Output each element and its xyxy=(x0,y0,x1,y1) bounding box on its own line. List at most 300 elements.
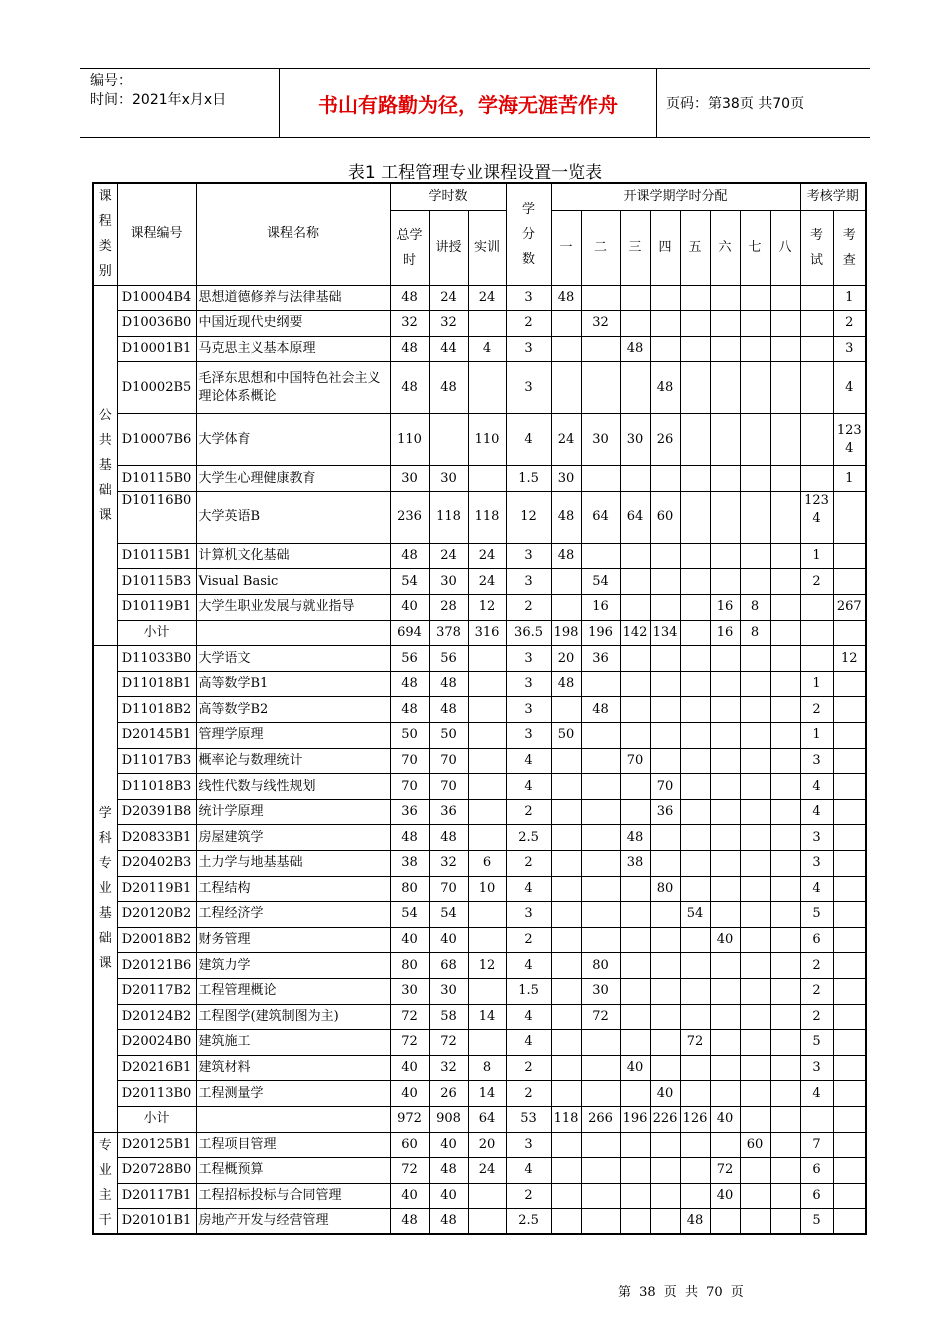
check-term xyxy=(833,1158,866,1184)
course-code: D20024B0 xyxy=(117,1030,196,1056)
subtotal-semester-2: 196 xyxy=(581,620,620,646)
semester-5-hours xyxy=(680,697,710,723)
header-semester-8: 八 xyxy=(770,210,800,285)
semester-2-hours xyxy=(581,927,620,953)
header-semester-3: 三 xyxy=(620,210,650,285)
exam-term xyxy=(800,285,833,311)
table-row xyxy=(93,595,866,621)
semester-1-hours xyxy=(551,1055,581,1081)
semester-6-hours: 40 xyxy=(710,1183,740,1209)
practice-hours xyxy=(468,1183,506,1209)
credits: 2 xyxy=(506,927,551,953)
semester-1-hours: 50 xyxy=(551,723,581,749)
credits: 4 xyxy=(506,876,551,902)
semester-3-hours xyxy=(620,953,650,979)
subtotal-name xyxy=(196,1106,390,1132)
semester-4-hours xyxy=(650,978,680,1004)
lecture-hours: 30 xyxy=(429,569,468,595)
semester-3-hours xyxy=(620,1183,650,1209)
semester-8-hours xyxy=(770,851,800,877)
semester-2-hours: 30 xyxy=(581,978,620,1004)
header-semester-6: 六 xyxy=(710,210,740,285)
course-code: D20124B2 xyxy=(117,1004,196,1030)
total-hours: 54 xyxy=(390,902,429,928)
table-row xyxy=(93,466,866,492)
total-hours: 40 xyxy=(390,1183,429,1209)
check-term xyxy=(833,1209,866,1235)
exam-term: 6 xyxy=(800,1158,833,1184)
course-code: D20120B2 xyxy=(117,902,196,928)
semester-3-hours xyxy=(620,1158,650,1184)
lecture-hours: 40 xyxy=(429,927,468,953)
credits: 4 xyxy=(506,774,551,800)
semester-1-hours xyxy=(551,953,581,979)
semester-2-hours xyxy=(581,543,620,569)
semester-2-hours xyxy=(581,1158,620,1184)
practice-hours: 14 xyxy=(468,1004,506,1030)
course-name: 工程管理概论 xyxy=(196,978,390,1004)
semester-1-hours xyxy=(551,1183,581,1209)
semester-1-hours xyxy=(551,876,581,902)
semester-2-hours xyxy=(581,1081,620,1107)
exam-term xyxy=(800,362,833,414)
practice-hours: 4 xyxy=(468,336,506,362)
total-hours: 70 xyxy=(390,774,429,800)
course-name: 概率论与数理统计 xyxy=(196,748,390,774)
practice-hours xyxy=(468,748,506,774)
practice-hours: 14 xyxy=(468,1081,506,1107)
credits: 2 xyxy=(506,799,551,825)
course-name: 高等数学B1 xyxy=(196,671,390,697)
practice-hours: 20 xyxy=(468,1132,506,1158)
check-term: 1 xyxy=(833,285,866,311)
subtotal-semester-6: 40 xyxy=(710,1106,740,1132)
semester-5-hours xyxy=(680,1158,710,1184)
practice-hours: 110 xyxy=(468,414,506,466)
practice-hours: 118 xyxy=(468,491,506,543)
semester-4-hours xyxy=(650,466,680,492)
table-row xyxy=(93,876,866,902)
check-term xyxy=(833,1055,866,1081)
exam-term: 5 xyxy=(800,902,833,928)
lecture-hours: 36 xyxy=(429,799,468,825)
check-term xyxy=(833,799,866,825)
semester-6-hours: 40 xyxy=(710,927,740,953)
semester-2-hours xyxy=(581,723,620,749)
course-name: 财务管理 xyxy=(196,927,390,953)
semester-5-hours xyxy=(680,466,710,492)
semester-6-hours xyxy=(710,414,740,466)
semester-4-hours xyxy=(650,311,680,337)
total-hours: 32 xyxy=(390,311,429,337)
header-semester-1: 一 xyxy=(551,210,581,285)
semester-5-hours xyxy=(680,543,710,569)
table-row xyxy=(93,569,866,595)
course-code: D11018B3 xyxy=(117,774,196,800)
number-label: 编号： xyxy=(90,73,132,89)
table-title: 表1 工程管理专业课程设置一览表 xyxy=(347,163,603,183)
credits: 2 xyxy=(506,1055,551,1081)
semester-8-hours xyxy=(770,1004,800,1030)
total-hours: 48 xyxy=(390,825,429,851)
subtotal-semester-3: 196 xyxy=(620,1106,650,1132)
semester-8-hours xyxy=(770,697,800,723)
total-hours: 110 xyxy=(390,414,429,466)
semester-7-hours xyxy=(740,953,770,979)
lecture-hours: 70 xyxy=(429,748,468,774)
semester-1-hours: 48 xyxy=(551,543,581,569)
subtotal-total-hours: 972 xyxy=(390,1106,429,1132)
semester-7-hours xyxy=(740,876,770,902)
course-code: D10002B5 xyxy=(117,362,196,414)
check-term xyxy=(833,491,866,543)
course-code: D20113B0 xyxy=(117,1081,196,1107)
subtotal-semester-1: 118 xyxy=(551,1106,581,1132)
semester-2-hours xyxy=(581,876,620,902)
practice-hours: 24 xyxy=(468,569,506,595)
check-term xyxy=(833,774,866,800)
check-term xyxy=(833,825,866,851)
total-hours: 36 xyxy=(390,799,429,825)
check-term: 1 xyxy=(833,466,866,492)
semester-3-hours xyxy=(620,362,650,414)
practice-hours: 24 xyxy=(468,1158,506,1184)
semester-5-hours xyxy=(680,336,710,362)
credits: 4 xyxy=(506,414,551,466)
check-term xyxy=(833,953,866,979)
header-assessment-group: 考核学期 xyxy=(800,183,866,210)
check-term xyxy=(833,671,866,697)
semester-4-hours: 70 xyxy=(650,774,680,800)
lecture-hours: 24 xyxy=(429,285,468,311)
course-name: 工程招标投标与合同管理 xyxy=(196,1183,390,1209)
lecture-hours: 48 xyxy=(429,1209,468,1235)
total-hours: 48 xyxy=(390,362,429,414)
semester-7-hours xyxy=(740,748,770,774)
subtotal-check xyxy=(833,620,866,646)
semester-2-hours: 64 xyxy=(581,491,620,543)
semester-5-hours xyxy=(680,1055,710,1081)
course-code: D11033B0 xyxy=(117,646,196,672)
semester-8-hours xyxy=(770,466,800,492)
semester-3-hours xyxy=(620,902,650,928)
semester-3-hours xyxy=(620,799,650,825)
lecture-hours: 30 xyxy=(429,466,468,492)
lecture-hours: 54 xyxy=(429,902,468,928)
semester-6-hours xyxy=(710,671,740,697)
semester-4-hours: 60 xyxy=(650,491,680,543)
exam-term: 123 4 xyxy=(800,491,833,543)
semester-5-hours xyxy=(680,927,710,953)
practice-hours xyxy=(468,1030,506,1056)
check-term xyxy=(833,543,866,569)
semester-6-hours xyxy=(710,825,740,851)
lecture-hours: 70 xyxy=(429,876,468,902)
semester-6-hours xyxy=(710,336,740,362)
course-code: D20145B1 xyxy=(117,723,196,749)
semester-3-hours: 38 xyxy=(620,851,650,877)
check-term: 3 xyxy=(833,336,866,362)
semester-1-hours xyxy=(551,1004,581,1030)
semester-6-hours xyxy=(710,697,740,723)
course-table xyxy=(92,182,867,1235)
semester-2-hours: 32 xyxy=(581,311,620,337)
semester-1-hours xyxy=(551,1209,581,1235)
credits: 2 xyxy=(506,595,551,621)
semester-3-hours xyxy=(620,927,650,953)
semester-7-hours xyxy=(740,1004,770,1030)
course-name: 中国近现代史纲要 xyxy=(196,311,390,337)
header-code: 课程编号 xyxy=(117,183,196,285)
exam-term: 3 xyxy=(800,825,833,851)
practice-hours xyxy=(468,697,506,723)
semester-4-hours xyxy=(650,543,680,569)
table-row xyxy=(93,1132,866,1158)
check-term xyxy=(833,927,866,953)
course-name: 房屋建筑学 xyxy=(196,825,390,851)
exam-term xyxy=(800,595,833,621)
semester-6-hours xyxy=(710,466,740,492)
semester-8-hours xyxy=(770,1158,800,1184)
lecture-hours: 72 xyxy=(429,1030,468,1056)
semester-5-hours xyxy=(680,1132,710,1158)
semester-2-hours xyxy=(581,1132,620,1158)
course-code: D10036B0 xyxy=(117,311,196,337)
course-name: 工程测量学 xyxy=(196,1081,390,1107)
semester-5-hours xyxy=(680,491,710,543)
semester-8-hours xyxy=(770,1030,800,1056)
semester-6-hours xyxy=(710,1004,740,1030)
table-row xyxy=(93,336,866,362)
table-row xyxy=(93,799,866,825)
total-hours: 70 xyxy=(390,748,429,774)
semester-4-hours xyxy=(650,902,680,928)
header-exam: 考 试 xyxy=(800,210,833,285)
lecture-hours: 48 xyxy=(429,697,468,723)
check-term: 4 xyxy=(833,362,866,414)
table-row xyxy=(93,646,866,672)
total-hours: 48 xyxy=(390,543,429,569)
check-term xyxy=(833,697,866,723)
total-hours: 236 xyxy=(390,491,429,543)
practice-hours: 12 xyxy=(468,595,506,621)
course-name: 大学生职业发展与就业指导 xyxy=(196,595,390,621)
semester-4-hours: 40 xyxy=(650,1081,680,1107)
table-row xyxy=(93,825,866,851)
total-hours: 60 xyxy=(390,1132,429,1158)
semester-8-hours xyxy=(770,953,800,979)
semester-5-hours xyxy=(680,646,710,672)
subtotal-semester-5 xyxy=(680,620,710,646)
lecture-hours: 50 xyxy=(429,723,468,749)
semester-7-hours: 8 xyxy=(740,595,770,621)
semester-2-hours: 54 xyxy=(581,569,620,595)
course-code: D20391B8 xyxy=(117,799,196,825)
total-hours: 50 xyxy=(390,723,429,749)
semester-6-hours xyxy=(710,1132,740,1158)
exam-term: 3 xyxy=(800,1055,833,1081)
semester-4-hours xyxy=(650,1030,680,1056)
semester-6-hours xyxy=(710,748,740,774)
lecture-hours: 30 xyxy=(429,978,468,1004)
semester-1-hours xyxy=(551,927,581,953)
exam-term: 4 xyxy=(800,1081,833,1107)
course-name: 统计学原理 xyxy=(196,799,390,825)
semester-1-hours xyxy=(551,1132,581,1158)
header-hours-group: 学时数 xyxy=(390,183,506,210)
credits: 3 xyxy=(506,1132,551,1158)
exam-term: 2 xyxy=(800,569,833,595)
practice-hours: 10 xyxy=(468,876,506,902)
semester-5-hours xyxy=(680,748,710,774)
semester-1-hours xyxy=(551,1158,581,1184)
semester-4-hours xyxy=(650,723,680,749)
semester-4-hours xyxy=(650,953,680,979)
practice-hours xyxy=(468,646,506,672)
course-name: 工程经济学 xyxy=(196,902,390,928)
semester-8-hours xyxy=(770,569,800,595)
check-term xyxy=(833,902,866,928)
header-lecture: 讲授 xyxy=(429,210,468,285)
subtotal-semester-4: 226 xyxy=(650,1106,680,1132)
exam-term xyxy=(800,336,833,362)
total-hours: 54 xyxy=(390,569,429,595)
practice-hours xyxy=(468,799,506,825)
header-semester-2: 二 xyxy=(581,210,620,285)
total-hours: 40 xyxy=(390,1055,429,1081)
table-row xyxy=(93,671,866,697)
semester-2-hours: 16 xyxy=(581,595,620,621)
subtotal-credits: 36.5 xyxy=(506,620,551,646)
total-hours: 72 xyxy=(390,1158,429,1184)
credits: 3 xyxy=(506,362,551,414)
semester-6-hours xyxy=(710,799,740,825)
semester-3-hours xyxy=(620,646,650,672)
semester-8-hours xyxy=(770,1055,800,1081)
credits: 1.5 xyxy=(506,978,551,1004)
credits: 3 xyxy=(506,285,551,311)
semester-7-hours xyxy=(740,285,770,311)
course-name: 管理学原理 xyxy=(196,723,390,749)
subtotal-practice-hours: 316 xyxy=(468,620,506,646)
semester-1-hours xyxy=(551,336,581,362)
semester-4-hours xyxy=(650,1132,680,1158)
course-name: 工程概预算 xyxy=(196,1158,390,1184)
check-term: 123 4 xyxy=(833,414,866,466)
semester-8-hours xyxy=(770,774,800,800)
semester-8-hours xyxy=(770,646,800,672)
semester-2-hours xyxy=(581,748,620,774)
semester-8-hours xyxy=(770,927,800,953)
semester-4-hours xyxy=(650,748,680,774)
semester-3-hours xyxy=(620,671,650,697)
semester-7-hours xyxy=(740,697,770,723)
semester-2-hours xyxy=(581,336,620,362)
practice-hours xyxy=(468,723,506,749)
semester-4-hours xyxy=(650,1183,680,1209)
semester-5-hours xyxy=(680,825,710,851)
exam-term: 7 xyxy=(800,1132,833,1158)
exam-term: 2 xyxy=(800,1004,833,1030)
semester-1-hours xyxy=(551,1081,581,1107)
subtotal-semester-5: 126 xyxy=(680,1106,710,1132)
practice-hours: 8 xyxy=(468,1055,506,1081)
total-hours: 48 xyxy=(390,285,429,311)
credits: 3 xyxy=(506,336,551,362)
semester-1-hours xyxy=(551,851,581,877)
semester-3-hours xyxy=(620,569,650,595)
lecture-hours: 40 xyxy=(429,1132,468,1158)
semester-7-hours xyxy=(740,311,770,337)
course-name: 毛泽东思想和中国特色社会主义理论体系概论 xyxy=(196,362,390,414)
table-row xyxy=(93,1004,866,1030)
course-code: D11018B2 xyxy=(117,697,196,723)
total-hours: 72 xyxy=(390,1004,429,1030)
semester-1-hours xyxy=(551,825,581,851)
semester-4-hours xyxy=(650,1004,680,1030)
check-term: 12 xyxy=(833,646,866,672)
table-row xyxy=(93,1081,866,1107)
semester-1-hours xyxy=(551,748,581,774)
credits: 12 xyxy=(506,491,551,543)
exam-term: 6 xyxy=(800,927,833,953)
lecture-hours: 70 xyxy=(429,774,468,800)
total-hours: 80 xyxy=(390,953,429,979)
semester-3-hours xyxy=(620,723,650,749)
semester-5-hours xyxy=(680,953,710,979)
credits: 4 xyxy=(506,1030,551,1056)
course-code: D20216B1 xyxy=(117,1055,196,1081)
course-name: 线性代数与线性规划 xyxy=(196,774,390,800)
credits: 4 xyxy=(506,748,551,774)
semester-8-hours xyxy=(770,336,800,362)
course-code: D10115B3 xyxy=(117,569,196,595)
semester-5-hours xyxy=(680,569,710,595)
practice-hours xyxy=(468,825,506,851)
credits: 3 xyxy=(506,646,551,672)
table-row xyxy=(93,927,866,953)
course-name: 工程结构 xyxy=(196,876,390,902)
semester-5-hours xyxy=(680,311,710,337)
table-row xyxy=(93,1183,866,1209)
semester-2-hours: 72 xyxy=(581,1004,620,1030)
semester-2-hours xyxy=(581,1030,620,1056)
semester-7-hours xyxy=(740,825,770,851)
semester-5-hours: 72 xyxy=(680,1030,710,1056)
semester-4-hours xyxy=(650,569,680,595)
practice-hours: 24 xyxy=(468,285,506,311)
credits: 2 xyxy=(506,851,551,877)
semester-2-hours: 80 xyxy=(581,953,620,979)
course-name: 工程图学(建筑制图为主) xyxy=(196,1004,390,1030)
semester-4-hours xyxy=(650,851,680,877)
exam-term: 5 xyxy=(800,1030,833,1056)
semester-8-hours xyxy=(770,1132,800,1158)
semester-1-hours xyxy=(551,978,581,1004)
subtotal-semester-7 xyxy=(740,1106,770,1132)
header-total-hours: 总学 时 xyxy=(390,210,429,285)
semester-8-hours xyxy=(770,285,800,311)
table-row xyxy=(93,978,866,1004)
semester-7-hours xyxy=(740,414,770,466)
semester-5-hours xyxy=(680,362,710,414)
credits: 1.5 xyxy=(506,466,551,492)
lecture-hours: 68 xyxy=(429,953,468,979)
lecture-hours: 32 xyxy=(429,851,468,877)
course-name: Visual Basic xyxy=(196,569,390,595)
semester-2-hours xyxy=(581,362,620,414)
practice-hours xyxy=(468,1209,506,1235)
